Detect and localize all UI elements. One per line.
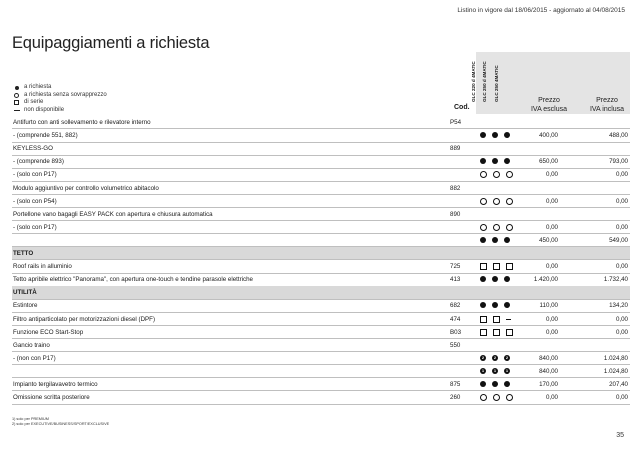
table-row: [12, 273, 630, 286]
option-description: Antifurto con anti sollevamento e rilevatore interno: [13, 119, 151, 126]
table-row: [12, 299, 630, 312]
option-description: Omissione scritta posteriore: [13, 394, 90, 402]
table-row: [12, 195, 630, 208]
table-row: [12, 326, 630, 339]
section-header-row: [12, 286, 630, 299]
open-square-icon: [480, 263, 487, 270]
table-row: [12, 155, 630, 168]
note-2-dot-icon: 2: [505, 354, 509, 360]
price-incl-vat: 0,00: [615, 197, 628, 205]
price-excl-vat: 650,00: [539, 158, 558, 166]
price-incl-vat: 134,20: [609, 302, 628, 310]
table-row: [12, 208, 630, 221]
option-description: TETTO: [13, 250, 34, 257]
table-row: [12, 313, 630, 326]
option-description: Impianto tergilavavetro termico: [13, 381, 98, 388]
price-excl-vat: 170,00: [539, 381, 558, 388]
filled-dot-icon: [480, 302, 486, 308]
filled-dot-icon: [480, 276, 486, 282]
note-1-dot-icon: 1: [493, 367, 497, 373]
option-description: Tetto apribile elettrico "Panorama", con apertura one-touch e tendine parasole elettriche: [13, 276, 254, 284]
option-description: KEYLESS-GO: [13, 145, 53, 153]
filled-dot-icon: [480, 132, 486, 138]
header-cod: Cod.: [454, 104, 470, 111]
price-incl-vat: 1.024,80: [603, 354, 628, 362]
legend-item: di serie: [12, 99, 107, 107]
table-row: [12, 142, 630, 155]
footnotes: 1) solo per PREMIUM 2) solo per EXECUTIVE/BUSINESS/SPORT/EXCLUSIVE: [12, 417, 110, 426]
price-excl-vat: 110,00: [539, 302, 558, 310]
option-code: 890: [450, 210, 461, 218]
price-excl-vat: 0,00: [545, 171, 558, 179]
option-code: 882: [450, 184, 461, 192]
note-2-dot-icon: 2: [493, 354, 497, 360]
open-square-icon: [480, 316, 487, 323]
open-square-icon: [480, 329, 487, 336]
header-model-2: GLC 250 d 4MATIC: [482, 61, 487, 102]
filled-dot-icon: [480, 237, 486, 243]
table-row: [12, 339, 630, 352]
header-model-3: GLC 250 4MATIC: [494, 65, 499, 102]
price-incl-vat: 207,40: [609, 381, 628, 388]
option-description: Gancio traino: [13, 341, 50, 349]
option-code: 550: [450, 341, 461, 349]
price-excl-vat: 0,00: [545, 315, 558, 323]
price-excl-vat: 840,00: [539, 354, 558, 362]
row-divider: [12, 404, 630, 405]
price-excl-vat: 400,00: [539, 132, 558, 140]
option-description: - (comprende 893): [13, 158, 64, 166]
note-2-dot-icon: 2: [481, 354, 485, 360]
price-excl-vat: 0,00: [545, 263, 558, 271]
option-description: - (solo con P17): [13, 171, 57, 179]
option-code: 725: [450, 263, 461, 271]
legend-item: a richiesta: [12, 84, 107, 92]
price-excl-vat: 0,00: [545, 328, 558, 336]
price-incl-vat: 793,00: [609, 158, 628, 166]
option-code: 889: [450, 145, 461, 153]
table-row: [12, 260, 630, 273]
option-description: Modulo aggiuntivo per controllo volumetrico abitacolo: [13, 184, 159, 192]
open-square-icon: [12, 100, 21, 105]
option-description: Portellone vano bagagli EASY PACK con apertura e chiusura automatica: [13, 210, 213, 218]
option-description: Roof rails in alluminio: [13, 263, 72, 271]
option-description: - (comprende 551, 882): [13, 132, 78, 140]
header-price-incl: Prezzo IVA inclusa: [589, 97, 625, 113]
note-1-dot-icon: 1: [481, 367, 485, 373]
table-row: [12, 391, 630, 404]
table-row: [12, 352, 630, 365]
price-incl-vat: 1.024,80: [603, 367, 628, 375]
option-description: Filtro antiparticolato per motorizzazioni diesel (DPF): [13, 315, 156, 323]
header-price-excl: Prezzo IVA esclusa: [530, 97, 568, 113]
table-row: [12, 182, 630, 195]
price-incl-vat: 0,00: [615, 315, 628, 323]
page-number: 35: [616, 432, 624, 439]
table-row: [12, 129, 630, 142]
note-1-dot-icon: 1: [505, 367, 509, 373]
table-row: [12, 168, 630, 181]
option-description: - (solo con P17): [13, 223, 57, 231]
option-code: 413: [450, 276, 461, 284]
page-title: Equipaggiamenti a richiesta: [12, 34, 210, 52]
price-incl-vat: 0,00: [615, 223, 628, 231]
price-excl-vat: 0,00: [545, 223, 558, 231]
option-description: - (solo con P54): [13, 197, 57, 205]
open-dot-icon: [12, 93, 21, 98]
option-code: 682: [450, 302, 461, 310]
legend-item: a richiesta senza sovrapprezzo: [12, 92, 107, 100]
open-dot-icon: [480, 224, 487, 231]
table-row: [12, 116, 630, 129]
option-code: 260: [450, 394, 461, 402]
option-code: P54: [450, 119, 462, 126]
filled-dot-icon: [480, 158, 486, 164]
legend: [12, 84, 107, 114]
table-row: [12, 365, 630, 378]
price-incl-vat: 1.732,40: [603, 276, 628, 284]
price-incl-vat: 0,00: [615, 171, 628, 179]
table-row: [12, 234, 630, 247]
price-excl-vat: 0,00: [545, 197, 558, 205]
option-code: 875: [450, 381, 461, 388]
filled-dot-icon: [480, 381, 486, 387]
option-description: - (non con P17): [13, 354, 56, 362]
option-description: Funzione ECO Start-Stop: [13, 328, 84, 336]
option-code: B03: [450, 328, 462, 336]
option-description: UTILITÀ: [13, 289, 37, 297]
header-model-1: GLC 220 d 4MATIC: [471, 61, 476, 102]
price-incl-vat: 488,00: [609, 132, 628, 140]
section-header-row: [12, 247, 630, 260]
price-incl-vat: 0,00: [615, 263, 628, 271]
price-excl-vat: 0,00: [545, 394, 558, 402]
price-excl-vat: 450,00: [539, 236, 558, 244]
legend-item: non disponibile: [12, 107, 107, 115]
open-dot-icon: [480, 394, 487, 401]
price-incl-vat: 549,00: [609, 236, 628, 244]
price-list-date-note: Listino in vigore dal 18/06/2015 - aggiornato al 04/08/2015: [457, 7, 625, 14]
dash-icon: [12, 110, 21, 111]
price-incl-vat: 0,00: [615, 328, 628, 336]
open-dot-icon: [480, 198, 487, 205]
table-row: [12, 378, 630, 391]
price-incl-vat: 0,00: [615, 394, 628, 402]
open-dot-icon: [480, 171, 487, 178]
price-excl-vat: 1.420,00: [533, 276, 558, 284]
filled-dot-icon: [12, 86, 21, 90]
price-excl-vat: 840,00: [539, 367, 558, 375]
option-code: 474: [450, 315, 461, 323]
table-row: [12, 221, 630, 234]
option-description: Estintore: [13, 302, 38, 310]
